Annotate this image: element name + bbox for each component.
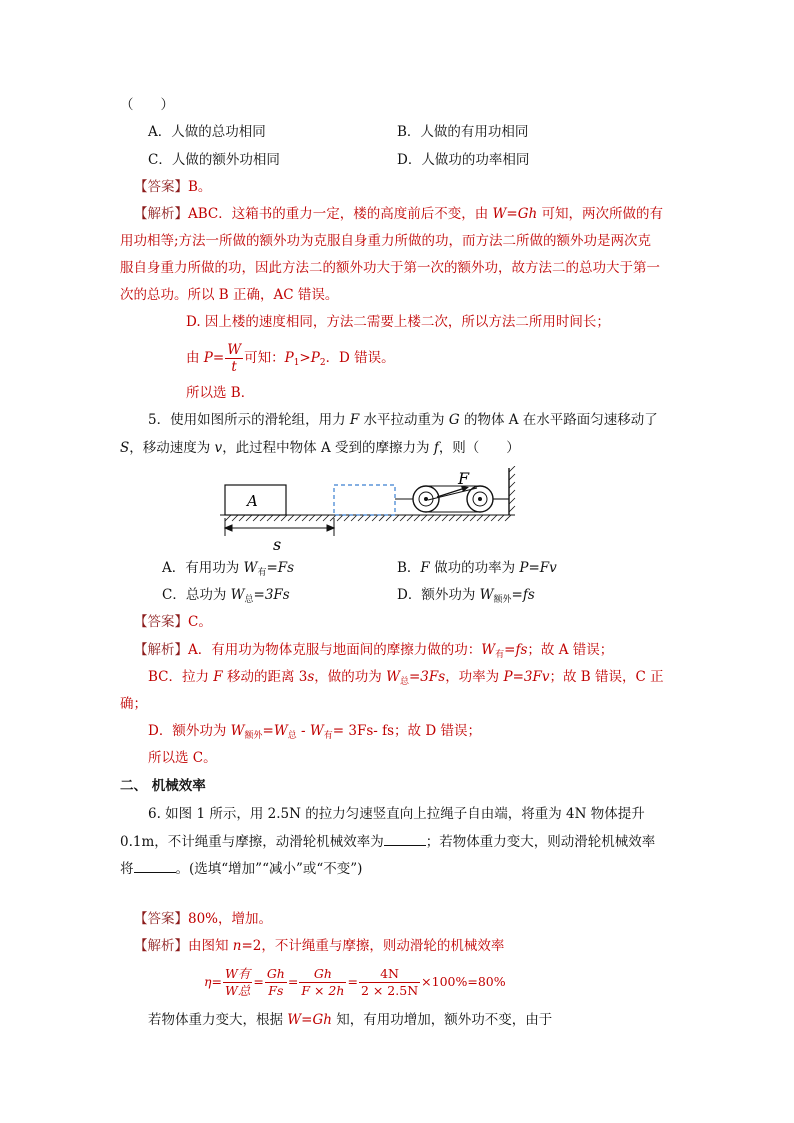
rope (395, 486, 509, 512)
q5-option-d: D．额外功为 $W_{额外}=fs$ (397, 587, 535, 605)
q5-analysis-line4: D．额外功为 $W_{额外}=W_总 - W_有= 3Fs-$ fs；故 D 错误； (148, 723, 481, 741)
analysis-tag: 【解析】 (134, 938, 188, 954)
hatch-mark (449, 515, 455, 521)
hatch-mark (274, 515, 280, 521)
q4-analysis-d1: D. 因上楼的速度相同，方法二需要上楼二次，所以方法二所用时间长； (186, 314, 610, 330)
answer-text: C。 (188, 614, 212, 630)
q5-stem-line1: 5．使用如图所示的滑轮组，用力 F 水平拉动重为 G 的物体 A 在水平路面匀速移动了 (148, 412, 658, 428)
q5-analysis-line3: 确； (120, 696, 147, 712)
q4-analysis-d3: 所以选 B． (186, 385, 255, 401)
q5-option-a: A．有用功为 $W_有=Fs$ (162, 560, 295, 578)
hatch-mark (414, 515, 420, 521)
hatch-mark (246, 515, 252, 521)
fraction-w: $\frac{\text{W有}}{\text{W总}}$ (224, 966, 251, 998)
q5-analysis-line2: BC．拉力 F 移动的距离 3s，做的功为 $W_总=3Fs$，功率为 P=3Fv；故 B 错误，C 正 (148, 669, 664, 687)
pulley-left-icon (413, 486, 439, 512)
analysis-tag: 【解析】 (134, 206, 188, 222)
q4-option-a: A．人做的总功相同 (148, 124, 266, 140)
q4-paren: （ ） (120, 97, 174, 113)
distance-label: s (273, 535, 282, 554)
fraction-w-over-t: $\frac{W}{t}$ (227, 342, 242, 375)
fraction-values: $\frac{4N}{2 \times 2.5N}$ (360, 966, 419, 998)
q4-analysis-line1: 【解析】ABC．这箱书的重力一定，楼的高度前后不变，由 W=Gh 可知，两次所做的有 (134, 206, 664, 222)
hatch-mark (260, 515, 266, 521)
wall-icon (509, 466, 515, 515)
hatch-mark (421, 515, 427, 521)
hatch-mark (456, 515, 462, 521)
q4-option-c: C．人做的额外功相同 (148, 152, 280, 168)
section-title: 二、 机械效率 (120, 778, 206, 794)
fill-blank-1[interactable] (384, 831, 426, 846)
hatch-mark (309, 515, 315, 521)
hatch-mark (365, 515, 371, 521)
q6-stem-line3: 将 。(选填“增加”“减小”或“不变”) (120, 858, 362, 879)
hatch-mark (337, 515, 343, 521)
hatch-mark (428, 515, 434, 521)
efficiency-formula: η= $\frac{\text{W有}}{\text{W总}}$ = $\frac{Gh}{Fs}$ = $\frac{Gh}{F \times 2h}$ = $\frac{4N}{2 \times 2.5N}$ ×100%=80% (204, 966, 506, 998)
q4-answer (134, 177, 211, 197)
q6-stem-line1: 6. 如图 1 所示，用 2.5N 的拉力匀速竖直向上拉绳子自由端，将重为 4N 物体提升 (148, 806, 645, 822)
fraction-gh-f2h: $\frac{Gh}{F \times 2h}$ (301, 966, 345, 998)
hatch-mark (288, 515, 294, 521)
hatch-mark (323, 515, 329, 521)
answer-tag: 【答案】 (134, 614, 188, 630)
hatch-mark (477, 515, 483, 521)
hatch-mark (344, 515, 350, 521)
hatch-mark (379, 515, 385, 521)
q6-answer (134, 909, 272, 929)
hatch-mark (267, 515, 273, 521)
q4-option-b: B．人做的有用功相同 (397, 124, 529, 140)
q6-analysis-line2: 若物体重力变大，根据 W=Gh 知，有用功增加，额外功不变，由于 (148, 1012, 553, 1028)
hatch-mark (498, 515, 504, 521)
pulley-figure (215, 466, 525, 558)
fill-blank-2[interactable] (134, 858, 176, 873)
q4-option-d: D．人做功的功率相同 (397, 152, 530, 168)
q5-option-c: C．总功为 $W_总=3Fs$ (162, 587, 290, 605)
hatch-mark (225, 515, 231, 521)
hatch-mark (400, 515, 406, 521)
fraction-gh-fs: $\frac{Gh}{Fs}$ (266, 966, 285, 998)
hatch-mark (351, 515, 357, 521)
force-label: F (458, 469, 470, 488)
answer-tag: 【答案】 (134, 179, 188, 195)
q4-analysis-line4: 次的总功。所以 B 正确，AC 错误。 (120, 287, 339, 303)
hatch-mark (407, 515, 413, 521)
hatch-mark (302, 515, 308, 521)
hatch-mark (386, 515, 392, 521)
hatch-mark (295, 515, 301, 521)
hatch-mark (470, 515, 476, 521)
q4-analysis-line3: 服自身重力所做的功，因此方法二的额外功大于第一次的额外功，故方法二的总功大于第一 (120, 260, 660, 276)
hatch-mark (330, 515, 336, 521)
q5-stem-line2: S，移动速度为 v，此过程中物体 A 受到的摩擦力为 f，则（ ） (120, 440, 520, 456)
answer-text: 80%，增加。 (188, 911, 273, 927)
hatch-mark (281, 515, 287, 521)
hatch-mark (253, 515, 259, 521)
hatch-mark (358, 515, 364, 521)
hatch-mark (491, 515, 497, 521)
hatch-mark (232, 515, 238, 521)
analysis-tag: 【解析】 (134, 642, 188, 658)
q5-analysis-line1: 【解析】A．有用功为物体克服与地面间的摩擦力做的功：$W_有=fs$；故 A 错误； (134, 642, 614, 660)
distance-marker (225, 518, 334, 536)
answer-tag: 【答案】 (134, 911, 188, 927)
block-moved-dashed (334, 485, 395, 515)
block-label: A (247, 492, 258, 510)
q5-option-b: B．F 做功的功率为 P=Fv (397, 560, 557, 576)
hatch-mark (505, 515, 511, 521)
hatch-mark (372, 515, 378, 521)
hatch-mark (463, 515, 469, 521)
q4-analysis-line2: 用功相等;方法一所做的额外功为克服自身重力所做的功，而方法二所做的额外功是两次克 (120, 233, 652, 249)
q4-analysis-d2: 由 P= $\frac{W}{t}$ 可知：$P_1>P_2$．D 错误。 (186, 342, 395, 375)
q5-answer (134, 612, 212, 632)
q6-stem-line2: 0.1m，不计绳重与摩擦，动滑轮机械效率为 ；若物体重力变大，则动滑轮机械效率 (120, 831, 655, 852)
answer-text: B。 (188, 179, 212, 195)
hatch-mark (435, 515, 441, 521)
hatch-mark (316, 515, 322, 521)
hatch-mark (484, 515, 490, 521)
hatch-mark (393, 515, 399, 521)
hatch-mark (239, 515, 245, 521)
q5-analysis-line5: 所以选 C。 (148, 750, 217, 766)
hatch-mark (442, 515, 448, 521)
q6-analysis-line1: 【解析】由图知 n=2，不计绳重与摩擦，则动滑轮的机械效率 (134, 938, 505, 954)
